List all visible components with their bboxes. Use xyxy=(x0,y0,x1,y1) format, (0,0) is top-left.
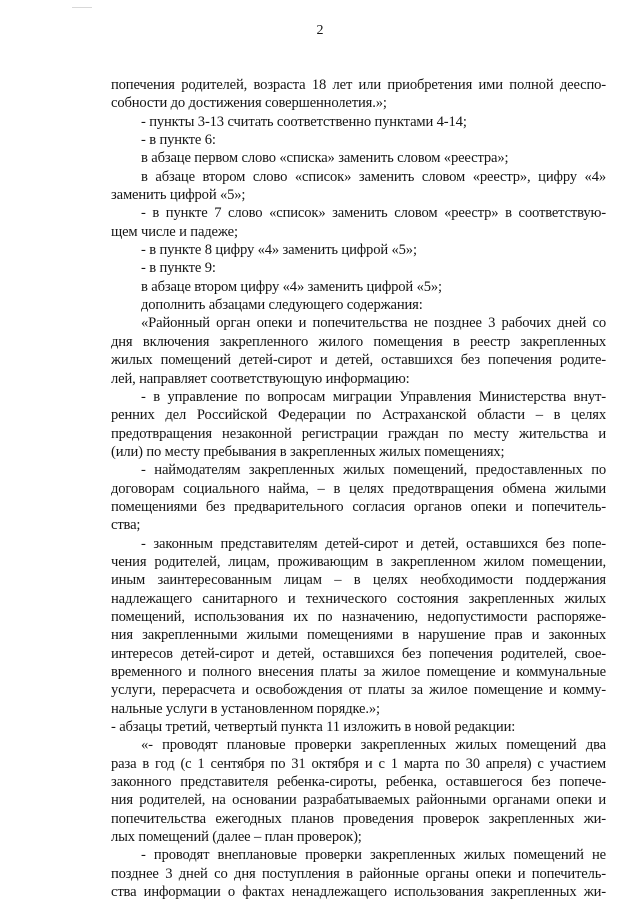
text-line: договорам социального найма, – в целях предотвращения обмена жилыми xyxy=(111,480,606,497)
text-line: ства информации о фактах ненадлежащего использования закрепленных жи- xyxy=(111,884,606,901)
text-line: заменить цифрой «5»; xyxy=(111,187,246,204)
text-line: чения родителей, лицам, проживающим в закрепленном жилом помещении, xyxy=(111,553,606,570)
text-line: законного представителя ребенка-сироты, ребенка, оставшегося без попече- xyxy=(111,774,606,791)
text-line: лых помещений (далее – план проверок); xyxy=(111,829,362,846)
text-line: щем числе и падеже; xyxy=(111,223,238,240)
text-line: помещений, использования их по назначению, недопустимости распоряже- xyxy=(111,608,606,625)
text-line: ния закрепленными жилыми помещениями в нарушение прав и законных xyxy=(111,627,606,644)
text-line: дня включения закрепленного жилого помещения в реестр закрепленных xyxy=(111,333,606,350)
text-line: - абзацы третий, четвертый пункта 11 изложить в новой редакции: xyxy=(111,719,516,736)
text-line: - законным представителям детей-сирот и детей, оставшихся без попе- xyxy=(141,535,606,552)
text-line: предотвращения незаконной регистрации граждан по месту жительства и xyxy=(111,425,606,442)
page-number: 2 xyxy=(316,23,324,38)
text-line: собности до достижения совершеннолетия.»; xyxy=(111,95,387,112)
document-body xyxy=(111,76,606,901)
text-line: позднее 3 дней со дня поступления в районные органы опеки и попечитель- xyxy=(111,865,606,882)
text-line: временного и полного внесения платы за жилое помещение и коммунальные xyxy=(111,664,606,680)
text-line: - наймодателям закрепленных жилых помещений, предоставленных по xyxy=(141,462,606,479)
text-line: интересов детей-сирот и детей, оставшихся без попечения родителей, свое- xyxy=(111,645,606,662)
text-line: ния родителей, на основании разрабатываемых районными органами опеки и xyxy=(111,792,606,809)
scan-artifact xyxy=(72,7,92,8)
text-line: нальные услуги в установленном порядке.»; xyxy=(111,700,380,717)
text-line: в абзаце втором слово «список» заменить словом «реестр», цифру «4» xyxy=(141,168,606,185)
text-line: ства; xyxy=(111,517,141,534)
text-line: иным заинтересованным лицам – в целях необходимости поддержания xyxy=(111,572,606,589)
text-line: - в управление по вопросам миграции Управления Министерства внут- xyxy=(141,388,606,405)
text-line: «Районный орган опеки и попечительства не позднее 3 рабочих дней со xyxy=(141,315,606,332)
text-line: попечения родителей, возраста 18 лет или приобретения ими полной дееспо- xyxy=(111,77,606,93)
text-line: в абзаце первом слово «списка» заменить словом «реестра»; xyxy=(141,150,509,167)
text-line: - пункты 3-13 считать соответственно пунктами 4-14; xyxy=(141,113,467,130)
text-line: (или) по месту пребывания в закрепленных жилых помещениях; xyxy=(111,443,505,460)
text-line: надлежащего санитарного и технического состояния закрепленных жилых xyxy=(111,590,606,607)
text-line: лей, направляет соответствующую информацию: xyxy=(111,370,410,387)
text-line: попечительства ежегодных планов проведения проверок закрепленных жи- xyxy=(111,810,606,827)
text-line: - в пункте 9: xyxy=(141,260,216,277)
text-line: жилых помещений детей-сирот и детей, оставшихся без попечения родите- xyxy=(111,352,606,369)
text-line: дополнить абзацами следующего содержания: xyxy=(141,297,423,314)
text-line: «- проводят плановые проверки закрепленных жилых помещений два xyxy=(141,737,606,754)
text-line: - в пункте 8 цифру «4» заменить цифрой «5»; xyxy=(141,242,417,259)
text-line: в абзаце втором цифру «4» заменить цифрой «5»; xyxy=(141,278,442,295)
text-line: помещениями без предварительного согласия органов опеки и попечитель- xyxy=(111,498,606,515)
text-line: ренних дел Российской Федерации по Астраханской области – в целях xyxy=(111,407,606,424)
text-line: раза в год (с 1 сентября по 31 октября и с 1 марта по 30 апреля) с участием xyxy=(111,755,606,772)
text-line: - в пункте 7 слово «список» заменить словом «реестр» в соответствую- xyxy=(141,205,606,222)
text-line: - проводят внеплановые проверки закрепленных жилых помещений не xyxy=(141,847,606,864)
text-line: - в пункте 6: xyxy=(141,132,216,149)
text-line: услуги, перерасчета и освобождения от платы за жилое помещение и комму- xyxy=(111,682,606,699)
